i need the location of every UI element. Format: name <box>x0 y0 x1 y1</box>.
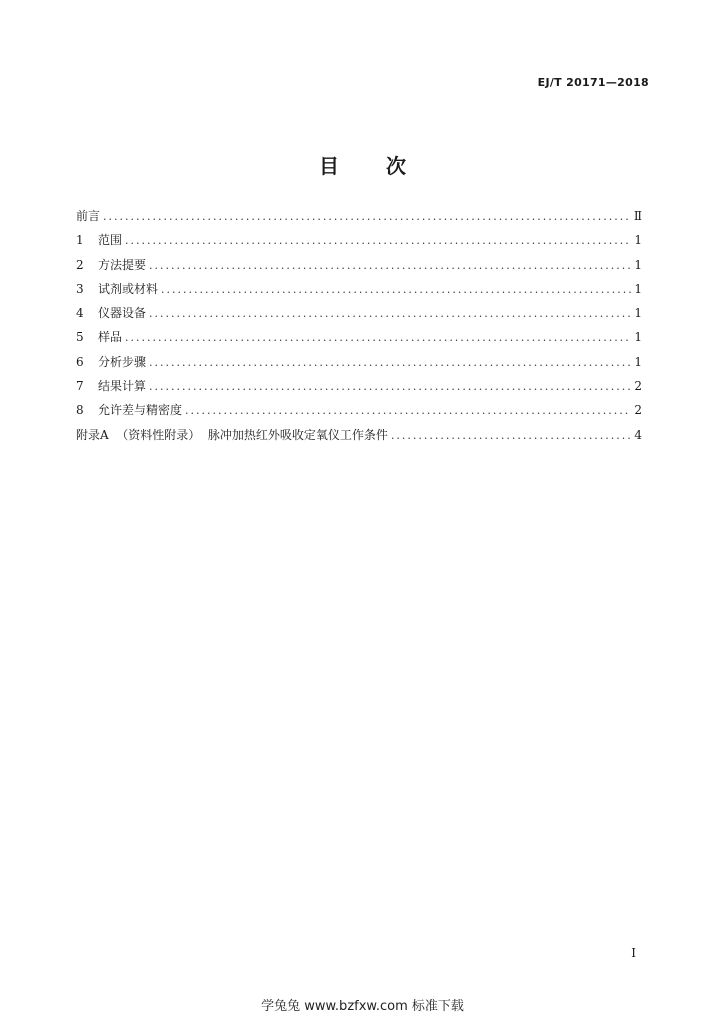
toc-entry-samples[interactable] <box>76 328 642 352</box>
toc-entry-label: 样品 <box>98 330 123 345</box>
toc-entry-apparatus[interactable] <box>76 304 642 328</box>
toc-entry-page: 1 <box>634 257 642 272</box>
toc-leader-dots <box>185 404 631 417</box>
toc-leader-dots <box>125 331 631 344</box>
toc-entry-page: 2 <box>634 379 642 394</box>
footer-watermark: 学兔兔 www.bzfxw.com 标准下载 <box>261 999 464 1014</box>
toc-entry-label: 前言 <box>76 209 101 223</box>
toc-entry-number: 6 <box>76 354 84 369</box>
toc-entry-number: 5 <box>76 330 84 345</box>
toc-leader-dots <box>161 283 631 296</box>
toc-entry-precision[interactable] <box>76 401 642 425</box>
toc-entry-label: 仪器设备 <box>98 306 147 321</box>
toc-leader-dots <box>125 234 631 247</box>
toc-leader-dots <box>149 307 631 320</box>
toc-entry-number: 2 <box>76 257 84 272</box>
page-number: I <box>631 946 636 960</box>
toc-entry-label: 试剂或材料 <box>98 281 159 296</box>
toc-title: 目 次 <box>319 154 426 178</box>
toc-entry-label: 结果计算 <box>98 379 147 394</box>
toc-entry-reagents[interactable] <box>76 280 642 304</box>
toc-entry-label: 附录A （资料性附录） 脉冲加热红外吸收定氧仪工作条件 <box>76 427 388 442</box>
toc-entry-label: 允许差与精密度 <box>98 403 183 418</box>
toc-entry-foreword[interactable] <box>76 207 642 231</box>
toc-entry-page: 1 <box>634 233 642 248</box>
toc-entry-number: 7 <box>76 379 84 394</box>
toc-leader-dots <box>103 210 631 223</box>
toc-entry-method-summary[interactable] <box>76 256 642 280</box>
standard-code: EJ/T 20171—2018 <box>537 76 649 89</box>
toc-entry-appendix-a[interactable] <box>76 426 642 450</box>
toc-entry-label: 方法提要 <box>98 257 147 272</box>
toc-leader-dots <box>391 429 631 442</box>
toc-entry-page: 1 <box>634 281 642 296</box>
toc-entry-number: 1 <box>76 233 84 248</box>
toc-entry-page: 4 <box>634 427 642 442</box>
table-of-contents <box>76 207 642 450</box>
toc-entry-page: 1 <box>634 306 642 321</box>
toc-entry-number: 3 <box>76 281 84 296</box>
toc-leader-dots <box>149 356 631 369</box>
toc-entry-number: 8 <box>76 403 84 418</box>
toc-entry-label: 范围 <box>98 233 123 248</box>
toc-leader-dots <box>149 380 631 393</box>
toc-entry-page: 1 <box>634 354 642 369</box>
toc-entry-calculation[interactable] <box>76 377 642 401</box>
toc-entry-number: 4 <box>76 306 84 321</box>
toc-entry-label: 分析步骤 <box>98 354 147 369</box>
toc-entry-page: 1 <box>634 330 642 345</box>
toc-entry-page: 2 <box>634 403 642 418</box>
toc-entry-scope[interactable] <box>76 231 642 255</box>
toc-entry-page: Ⅱ <box>633 209 642 223</box>
toc-entry-procedure[interactable] <box>76 353 642 377</box>
toc-leader-dots <box>149 259 631 272</box>
